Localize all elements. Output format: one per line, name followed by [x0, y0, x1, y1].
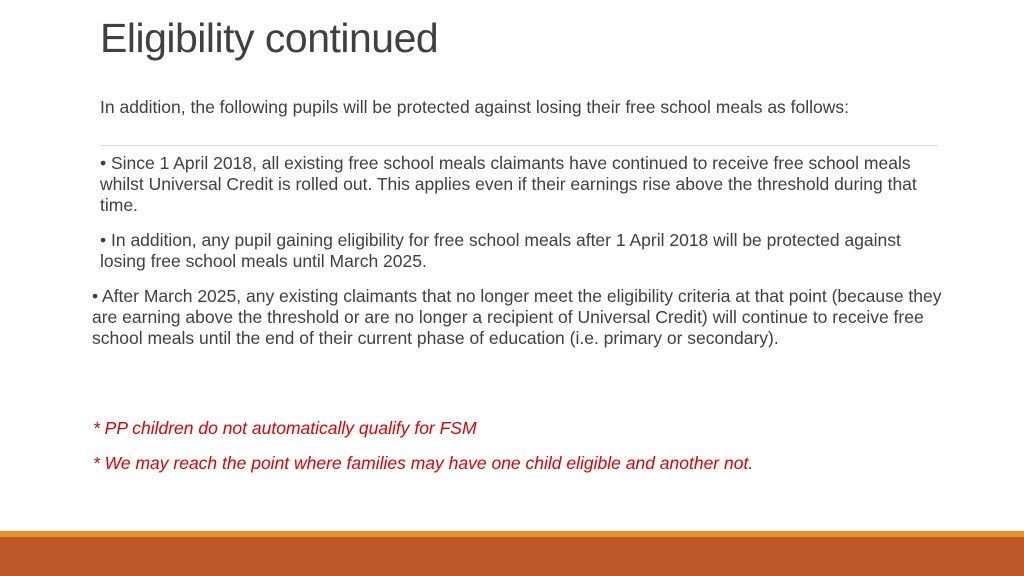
- intro-paragraph: In addition, the following pupils will be protected against losing their free school meals as follows:: [100, 97, 850, 117]
- divider: [100, 145, 938, 146]
- footer-band: [0, 537, 1024, 576]
- note-families-eligibility: * We may reach the point where families may have one child eligible and another not.: [93, 453, 754, 473]
- bullet-since-april-2018: • Since 1 April 2018, all existing free school meals claimants have continued to receive free school meals whilst Universal Credit is rolled out. This applies even if their earnings rise above the threshold during that time.: [100, 153, 917, 215]
- bullet-after-march-2025: • After March 2025, any existing claimants that no longer meet the eligibility criteria at that point (because they are earning above the threshold or are no longer a recipient of Universal Credit) will continue to receive free school meals until the end of their current phase of education (i.e. primary or secondary).: [92, 286, 942, 348]
- note-pp-children: * PP children do not automatically qualify for FSM: [93, 418, 477, 438]
- bullet-new-eligibility: • In addition, any pupil gaining eligibility for free school meals after 1 April 2018 will be protected against losing free school meals until March 2025.: [100, 230, 901, 271]
- slide-title: Eligibility continued: [100, 15, 439, 61]
